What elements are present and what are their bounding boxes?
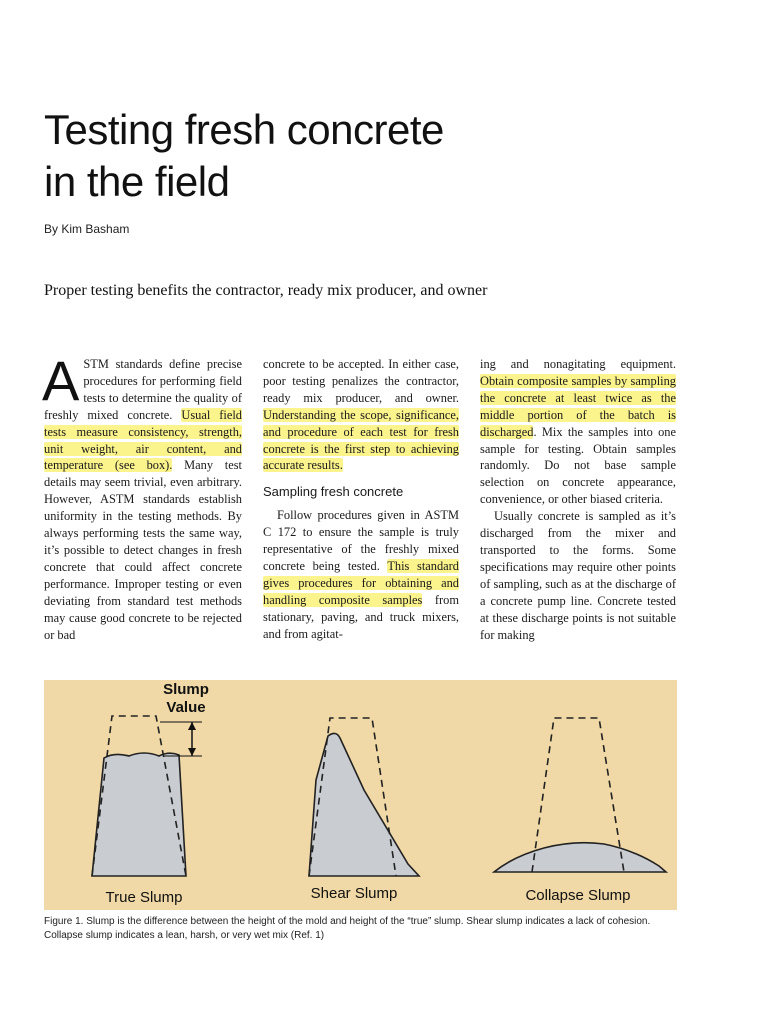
paragraph <box>480 356 676 508</box>
slump-diagram <box>44 680 677 910</box>
text-run: STM standards define precise procedures for performing field tests to determine the quality of freshly mixed concrete. <box>44 357 242 422</box>
slump-figure <box>44 680 677 910</box>
true-slump-concrete <box>92 753 186 876</box>
slump-value-label: Slump <box>163 681 209 698</box>
deck-subtitle: Proper testing benefits the contractor, ready mix producer, and owner <box>44 282 488 299</box>
text-run: ing and nonagitating equipment. <box>480 357 676 371</box>
text-run: Many test details may seem trivial, even arbitrary. However, ASTM standards establish uniformity in the testing methods. By always performing tests the same way, it’s possible to detect changes in fresh concrete that could affect concrete performance. Improper testing or even deviating from standard test methods may cause good concrete to be rejected or bad <box>44 458 242 642</box>
text-run: concrete to be accepted. In either case, poor testing penalizes the contractor, ready mix producer, and owner. <box>263 357 459 405</box>
highlighted-text[interactable]: This standard gives procedures for obtaining and handling composite samples <box>263 558 459 607</box>
article-title <box>44 104 444 208</box>
true-slump-label: True Slump <box>105 889 183 906</box>
title-line-1: Testing fresh concrete <box>44 106 444 153</box>
column-2 <box>263 356 459 643</box>
highlighted-text[interactable]: Usual field tests measure consistency, strength, unit weight, air content, and temperature (see box). <box>44 407 242 473</box>
slump-value-label: Value <box>166 699 206 716</box>
column-3 <box>480 356 676 643</box>
paragraph <box>42 349 242 643</box>
text-run: from stationary, paving, and truck mixers, and from agitat- <box>263 592 459 641</box>
paragraph <box>480 508 676 643</box>
column-1 <box>42 349 242 643</box>
paragraph <box>263 356 459 474</box>
section-heading: Sampling fresh concrete <box>263 484 404 500</box>
text-run: . Mix the samples into one sample for testing. Obtain samples randomly. Do not base sample selection on concrete appearance, convenience, or other biased criteria. <box>480 424 676 507</box>
drop-cap: A <box>42 349 80 412</box>
paragraph <box>263 507 459 642</box>
shear-slump-label: Shear Slump <box>310 885 398 902</box>
highlighted-text[interactable]: Obtain composite samples by sampling the concrete at least twice as the middle portion of the batch is discharged <box>480 373 676 439</box>
title-line-2: in the field <box>44 158 230 205</box>
figure-caption: Figure 1. Slump is the difference between the height of the mold and height of the “true” slump. Shear slump indicates a lack of cohesion. Collapse slump indicates a lean, harsh, or very wet mix (Ref. 1) <box>44 916 651 941</box>
byline: By Kim Basham <box>44 222 130 236</box>
collapse-slump-concrete <box>494 843 666 872</box>
highlighted-text[interactable]: Understanding the scope, significance, and procedure of each test for fresh concrete is the first step to achieving accurate results. <box>263 407 459 473</box>
arrow-head-top-icon <box>188 722 196 730</box>
text-run: Follow procedures given in ASTM C 172 to ensure the sample is truly representative of the freshly mixed concrete being tested. <box>263 508 459 573</box>
text-run: Usually concrete is sampled as it’s discharged from the mixer and transported to the forms. Some specifications may require other points of sampling, such as at the discharge of a concrete pump line. Concrete tested at these discharge points is not suitable for making <box>480 509 676 642</box>
arrow-head-bottom-icon <box>188 748 196 756</box>
collapse-slump-label: Collapse Slump <box>525 887 631 904</box>
